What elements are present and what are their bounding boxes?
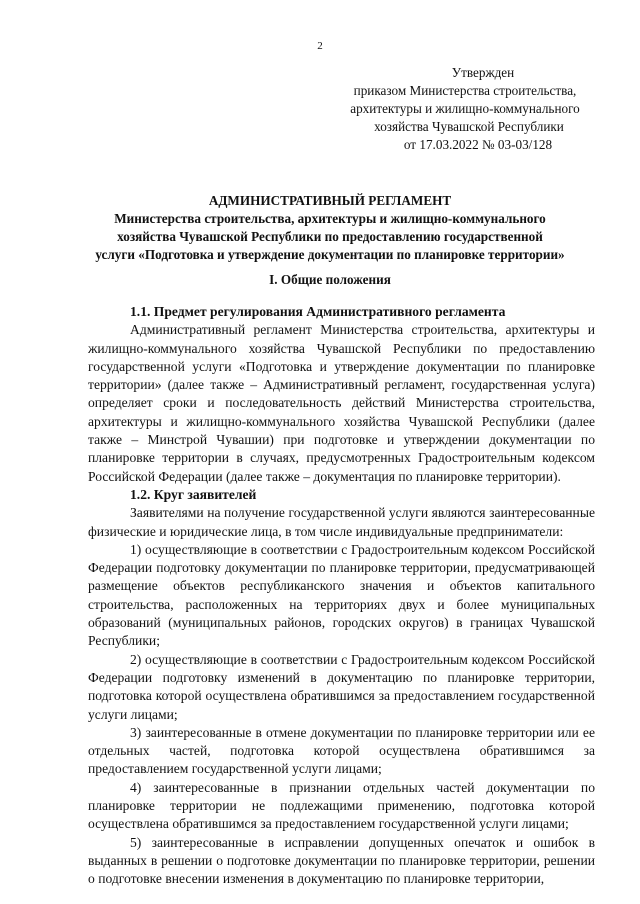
approval-line: архитектуры и жилищно-коммунального bbox=[350, 101, 580, 116]
document-body bbox=[88, 303, 595, 889]
approval-line: Утвержден bbox=[451, 65, 515, 80]
title-line: услуги «Подготовка и утверждение документации по планировке территории» bbox=[95, 247, 565, 262]
list-item: 2) осуществляющие в соответствии с Градостроительным кодексом Российской Федерации подготовку изменений в документацию по планировке территории, подготовка которой осуществлена обратившимся за предоставлением государственной услуги лицами; bbox=[88, 651, 595, 722]
document-title bbox=[60, 192, 600, 264]
title-line: хозяйства Чувашской Республики по предоставлению государственной bbox=[117, 229, 543, 244]
title-line: Министерства строительства, архитектуры и жилищно-коммунального bbox=[114, 211, 546, 226]
list-item: 4) заинтересованные в признании отдельных частей документации по планировке территории не подлежащими применению, подготовка которой осуществлена обратившимся за предоставлением государственной услуги лицами; bbox=[88, 779, 595, 832]
paragraph: Заявителями на получение государственной услуги являются заинтересованные физические и юридические лица, в том числе индивидуальные предприниматели: bbox=[88, 505, 595, 539]
title-line: АДМИНИСТРАТИВНЫЙ РЕГЛАМЕНТ bbox=[208, 193, 452, 208]
paragraph: Административный регламент Министерства строительства, архитектуры и жилищно-коммунального хозяйства Чувашской Республики по предоставлению государственной услуги «Подготовка и утверждение документации по планировке территории» (далее также – Административный регламент, государственная услуга) определяет сроки и последовательность действий Министерства строительства, архитектуры и жилищно-коммунального хозяйства Чувашской Республики (далее также – Минстрой Чувашии) при подготовке и утверждении документации по планировке территории в случаях, предусмотренных Градостроительным кодексом Российской Федерации (далее также – документация по планировке территории). bbox=[88, 322, 595, 484]
subsection-heading: 1.2. Круг заявителей bbox=[130, 486, 257, 502]
approval-stamp bbox=[300, 64, 630, 154]
list-item: 5) заинтересованные в исправлении допущенных опечаток и ошибок в выданных в решении о подготовке документации по планировке территории, решении о подготовке внесении изменения в документацию по планировке территории, bbox=[88, 834, 595, 887]
section-heading: I. Общие положения bbox=[269, 272, 391, 287]
approval-line: хозяйства Чувашской Республики bbox=[374, 119, 564, 134]
approval-line: приказом Министерства строительства, bbox=[353, 83, 577, 98]
list-item: 3) заинтересованные в отмене документации по планировке территории или ее отдельных частей, подготовка которой осуществлена обратившимся за предоставлением государственной услуги лицами; bbox=[88, 724, 595, 777]
subsection-heading: 1.1. Предмет регулирования Административного регламента bbox=[130, 304, 506, 319]
page-number: 2 bbox=[317, 40, 323, 52]
list-item: 1) осуществляющие в соответствии с Градостроительным кодексом Российской Федерации подготовку документации по планировке территории, предусматривающей размещение объектов республиканского значения и объектов капитального строительства, расположенных на территориях двух и более муниципальных образований (муниципальных районов, городских округов) в границах Чувашской Республики; bbox=[88, 541, 595, 649]
approval-line: от 17.03.2022 № 03-03/128 bbox=[403, 137, 553, 152]
